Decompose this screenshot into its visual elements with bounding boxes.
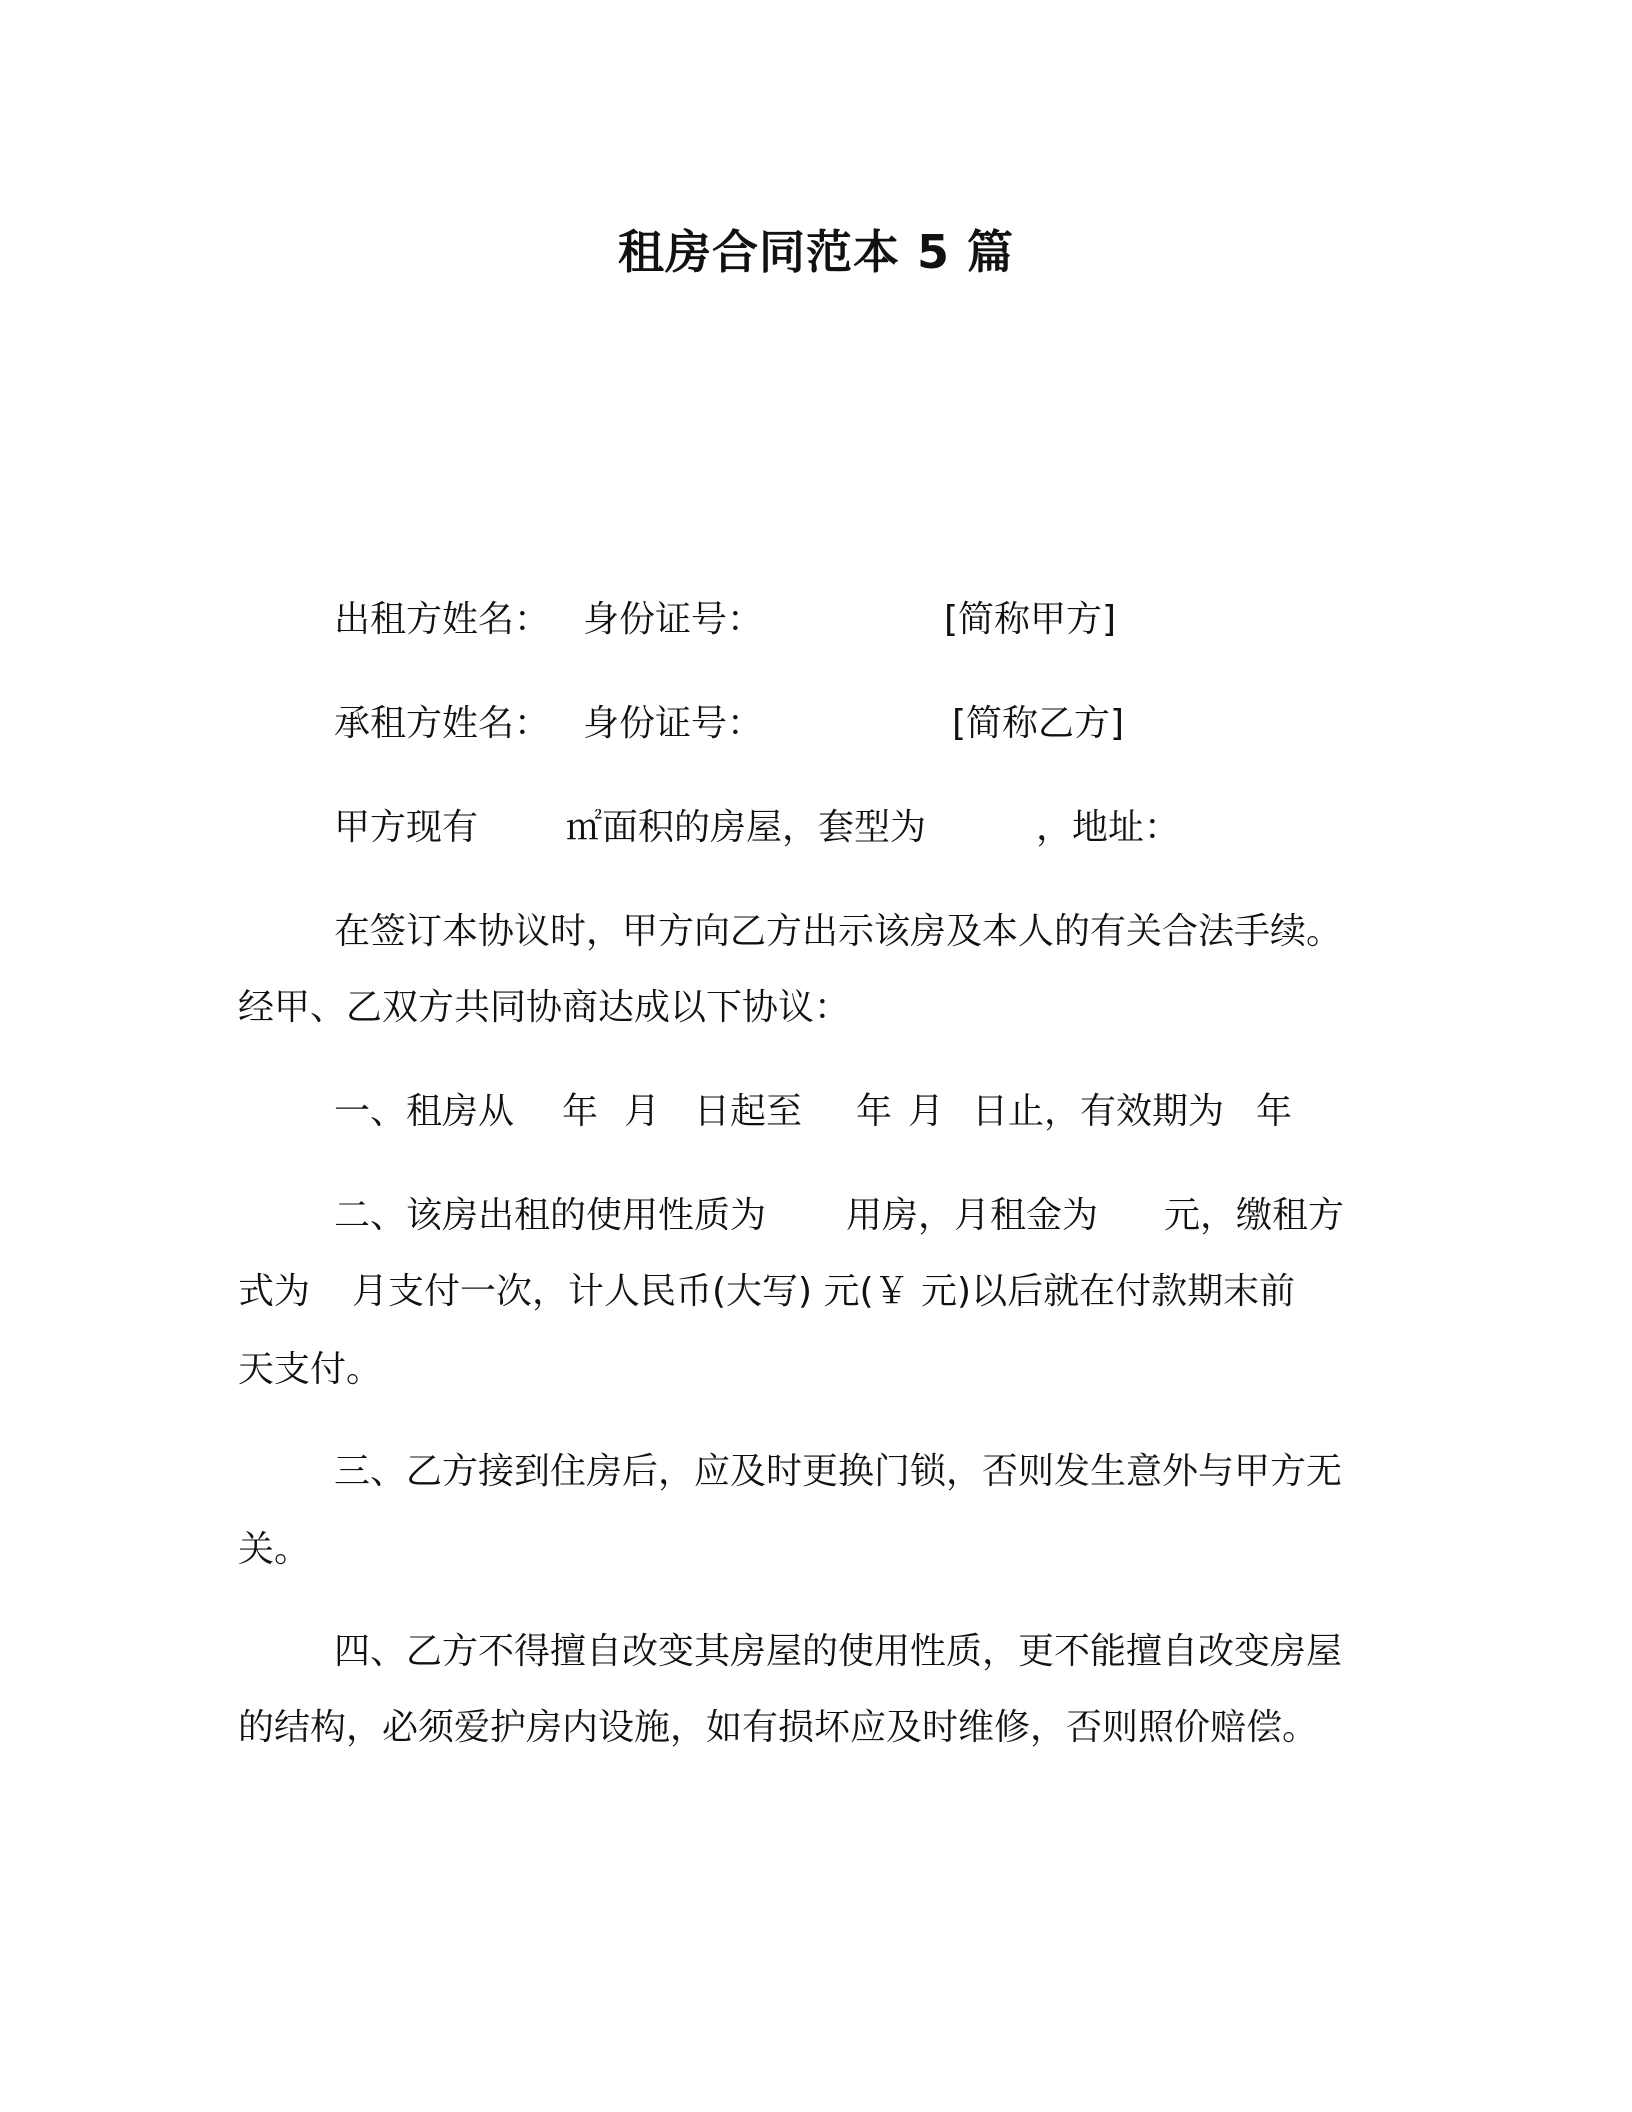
lessor-name-label: 出租方姓名： — [334, 599, 551, 640]
property-address: ，地址： — [1036, 807, 1181, 848]
lessor-id-label: 身份证号： — [583, 599, 764, 640]
intro-line-1 — [334, 908, 1342, 956]
clause-2-part-6: 天支付。 — [238, 1349, 383, 1390]
clause-2-part-1: 二、该房出租的使用性质为 — [334, 1195, 767, 1236]
intro-text-2: 经甲、乙双方共同协商达成以下协议： — [238, 987, 851, 1028]
clause-1-part-7: 日止，有效期为 — [972, 1091, 1225, 1132]
clause-1-part-3: 月 — [624, 1091, 661, 1132]
property-prefix: 甲方现有 — [334, 807, 479, 848]
clause-1-part-8: 年 — [1256, 1091, 1293, 1132]
clause-1-part-4: 日起至 — [694, 1091, 803, 1132]
lessor-alias: [简称甲方] — [944, 599, 1117, 640]
clause-2-part-4: 式为 — [238, 1271, 311, 1312]
clause-2-part-3: 元，缴租方 — [1164, 1195, 1345, 1236]
clause-4-text-2: 的结构，必须爱护房内设施，如有损坏应及时维修，否则照价赔偿。 — [238, 1707, 1319, 1748]
clause-1-part-2: 年 — [562, 1091, 599, 1132]
clause-1-part-5: 年 — [856, 1091, 893, 1132]
clause-4-text-1: 四、乙方不得擅自改变其房屋的使用性质，更不能擅自改变房屋 — [334, 1631, 1343, 1672]
clause-1-part-6: 月 — [908, 1091, 945, 1132]
lessee-name-label: 承租方姓名： — [334, 703, 551, 744]
lessee-alias: [简称乙方] — [952, 703, 1125, 744]
clause-1-part-1: 一、租房从 — [334, 1091, 515, 1132]
clause-4-line-1 — [334, 1628, 1342, 1676]
clause-2-part-2: 用房，月租金为 — [846, 1195, 1099, 1236]
clause-4-line-2 — [238, 1704, 1318, 1752]
clause-3-line-1 — [334, 1448, 1342, 1496]
clause-3-line-2 — [238, 1526, 310, 1574]
clause-2-line-3 — [238, 1346, 382, 1394]
property-area: ㎡面积的房屋，套型为 — [566, 807, 927, 848]
clause-3-text-2: 关。 — [238, 1529, 311, 1570]
clause-2-part-5: 月支付一次，计人民币(大写) 元(￥ 元)以后就在付款期末前 — [352, 1271, 1296, 1312]
intro-line-2 — [238, 984, 850, 1032]
lessee-id-label: 身份证号： — [583, 703, 764, 744]
clause-3-text-1: 三、乙方接到住房后，应及时更换门锁，否则发生意外与甲方无 — [334, 1451, 1343, 1492]
document-title: 租房合同范本 5 篇 — [617, 225, 1015, 279]
intro-text-1: 在签订本协议时，甲方向乙方出示该房及本人的有关合法手续。 — [334, 911, 1343, 952]
